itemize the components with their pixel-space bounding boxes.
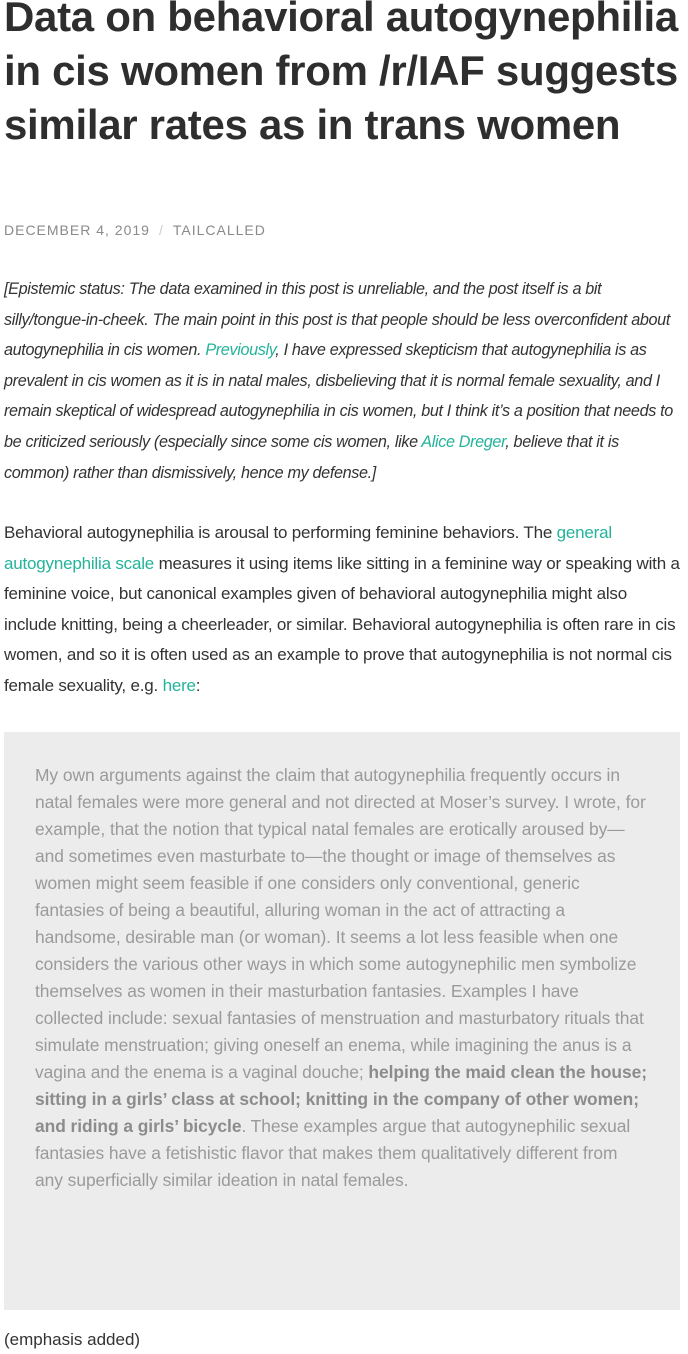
blockquote (4, 732, 680, 1310)
post-title: Data on behavioral autogynephilia in cis women from /r/IAF suggests similar rates as in trans women (4, 0, 678, 148)
post-author-link[interactable]: TAILCALLED (172, 222, 266, 238)
alice-dreger-link[interactable]: Alice Dreger (421, 432, 506, 451)
intro-text-2: measures it using items like sitting in a feminine way or speaking with a feminine voice, but canonical examples given of behavioral autogynephilia might also include knitting, being a cheerleader, or similar. Behavioral autogynephilia is often rare in cis women, and so it is often used as an example to prove that autogynephilia is not normal cis female sexuality, e.g. (4, 553, 680, 695)
quote-text-2: . These examples argue that autogynephilic sexual fantasies have a fetishistic flavor that makes them qualitatively different from any superficially similar ideation in natal females. (35, 1116, 631, 1190)
intro-text-1: Behavioral autogynephilia is arousal to performing feminine behaviors. The (4, 523, 557, 542)
intro-paragraph (4, 518, 682, 702)
here-link[interactable]: here (162, 675, 196, 695)
previously-link[interactable]: Previously (205, 341, 276, 360)
quote-text-1: My own arguments against the claim that autogynephilia frequently occurs in natal females were more general and not directed at Moser’s survey. I wrote, for example, that the notion that typical natal females are erotically aroused by—and sometimes even masturbate to—the thought or image of themselves as women might seem feasible if one considers only conventional, generic fantasies of being a beautiful, alluring woman in the act of attracting a handsome, desirable man (or woman). It seems a lot less feasible when one considers the various other ways in which some autogynephilic men symbolize themselves as women in their masturbation fantasies. Examples I have collected include: sexual fantasies of menstruation and masturbatory rituals that simulate menstruation; giving oneself an enema, while imagining the anus is a vagina and the enema is a vaginal douche; (35, 765, 646, 1082)
emphasis-note: (emphasis added) (4, 1330, 141, 1349)
epistemic-text-1: [Epistemic status: The data examined in this post is unreliable, and the post itself is a bit silly/tongue-in-cheek. The main point in this post is that people should be less overconfident about autogynephilia in cis women. (4, 280, 670, 360)
epistemic-status-paragraph (4, 274, 682, 488)
blockquote-text (35, 762, 650, 1194)
epistemic-text-2: , I have expressed skepticism that autogynephilia is as prevalent in cis women as it is in natal males, disbelieving that it is normal female sexuality, and I remain skeptical of widespread autogynephilia in cis women, but I think it’s a position that needs to be criticized seriously (especially since some cis women, like (4, 341, 673, 451)
intro-text-3: : (195, 675, 201, 695)
post-meta (4, 221, 266, 239)
meta-separator: / (158, 222, 164, 238)
general-autogynephilia-scale-link[interactable]: general autogynephilia scale (4, 523, 612, 573)
post-date-link[interactable]: DECEMBER 4, 2019 (4, 222, 150, 238)
quote-emphasis: helping the maid clean the house; sitting in a girls’ class at school; knitting in the company of other women; and riding a girls’ bicycle (35, 1062, 647, 1136)
epistemic-text-3: , believe that it is common) rather than dismissively, hence my defense.] (4, 432, 619, 482)
